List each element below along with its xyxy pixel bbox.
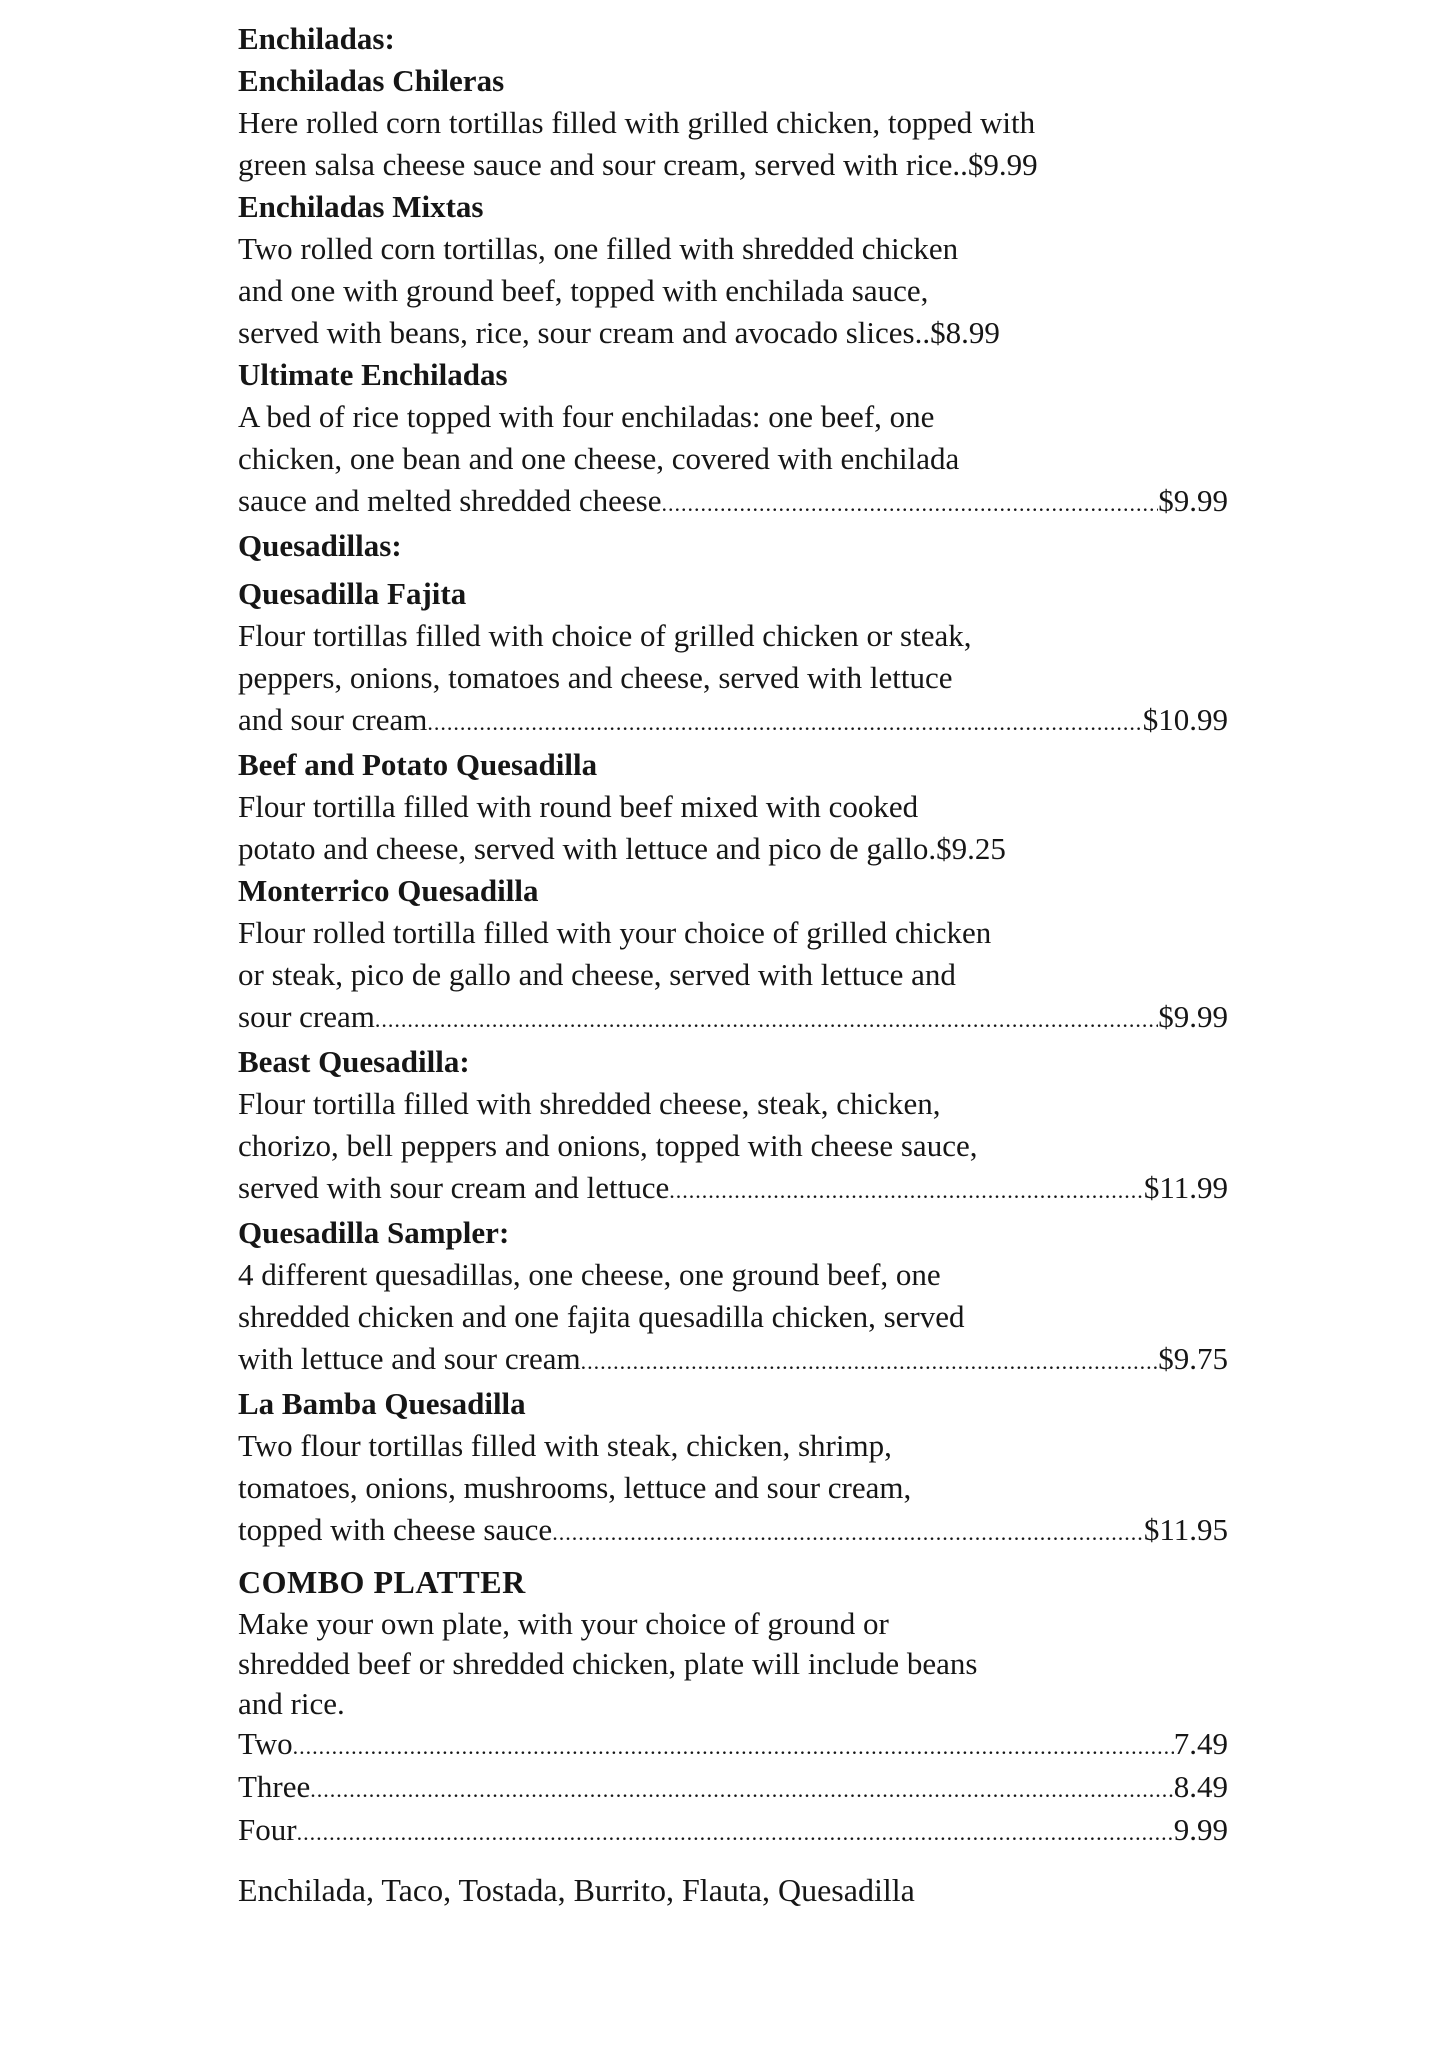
menu-page [238, 18, 1228, 1913]
section-heading-enchiladas: Enchiladas: [238, 21, 395, 56]
price-line [238, 480, 1228, 525]
price-line [238, 1509, 1228, 1554]
item-price: $10.99 [1142, 702, 1228, 737]
description-line: potato and cheese, served with lettuce and pico de gallo. [238, 831, 937, 866]
dot-leader: .. [952, 147, 968, 182]
section-heading-quesadillas: Quesadillas: [238, 528, 402, 563]
combo-description [238, 1604, 1228, 1724]
combo-option-price: 9.99 [1173, 1812, 1228, 1847]
item-name: La Bamba Quesadilla [238, 1386, 526, 1421]
item-name: Beast Quesadilla: [238, 1044, 470, 1079]
description-line: sauce and melted shredded cheese [238, 483, 662, 518]
item-price: $11.95 [1143, 1512, 1228, 1547]
item-price: $9.75 [1158, 1341, 1228, 1376]
description-line: Two flour tortillas filled with steak, chicken, shrimp, [238, 1428, 892, 1463]
combo-choices: Enchilada, Taco, Tostada, Burrito, Flauta, Quesadilla [238, 1872, 915, 1908]
price-line [238, 828, 1228, 870]
item-price: $9.99 [1158, 483, 1228, 518]
description-line: and rice. [238, 1686, 345, 1721]
dot-leader [310, 1770, 1173, 1810]
description-line: chicken, one bean and one cheese, covered with enchilada [238, 441, 960, 476]
item-description [238, 786, 1228, 870]
menu-item-enchiladas-chileras [238, 60, 1228, 186]
combo-option-three [238, 1767, 1228, 1810]
description-line: Flour tortilla filled with round beef mixed with cooked [238, 789, 919, 824]
item-description [238, 1254, 1228, 1383]
menu-item-enchiladas-mixtas [238, 186, 1228, 354]
item-description [238, 1083, 1228, 1212]
menu-item-la-bamba-quesadilla [238, 1383, 1228, 1554]
dot-leader [375, 999, 1158, 1041]
dot-leader [552, 1512, 1144, 1554]
dot-leader [427, 702, 1142, 744]
menu-item-beast-quesadilla [238, 1041, 1228, 1212]
description-line: Flour tortillas filled with choice of grilled chicken or steak, [238, 618, 972, 653]
item-name: Beef and Potato Quesadilla [238, 747, 598, 782]
item-description [238, 615, 1228, 744]
item-description [238, 1425, 1228, 1554]
dot-leader [581, 1341, 1159, 1383]
dot-leader: .. [914, 315, 931, 350]
description-line: shredded beef or shredded chicken, plate will include beans [238, 1646, 978, 1681]
description-line: Here rolled corn tortillas filled with grilled chicken, topped with [238, 105, 1036, 140]
menu-item-quesadilla-fajita [238, 573, 1228, 744]
description-line: and one with ground beef, topped with enchilada sauce, [238, 273, 929, 308]
description-line: served with beans, rice, sour cream and avocado slices [238, 315, 915, 350]
item-description [238, 912, 1228, 1041]
combo-option-four [238, 1810, 1228, 1853]
item-name: Quesadilla Fajita [238, 576, 467, 611]
menu-item-monterrico-quesadilla [238, 870, 1228, 1041]
description-line: tomatoes, onions, mushrooms, lettuce and sour cream, [238, 1470, 912, 1505]
menu-item-ultimate-enchiladas [238, 354, 1228, 525]
description-line: Make your own plate, with your choice of ground or [238, 1606, 889, 1641]
description-line: chorizo, bell peppers and onions, topped with cheese sauce, [238, 1128, 978, 1163]
description-line: green salsa cheese sauce and sour cream, served with rice [238, 147, 953, 182]
description-line: and sour cream [238, 702, 428, 737]
combo-option-price: 7.49 [1173, 1726, 1228, 1761]
dot-leader [293, 1727, 1174, 1767]
description-line: Flour tortilla filled with shredded cheese, steak, chicken, [238, 1086, 941, 1121]
item-price: $11.99 [1143, 1170, 1228, 1205]
price-line [238, 312, 1228, 354]
description-line: Flour rolled tortilla filled with your choice of grilled chicken [238, 915, 992, 950]
item-name: Ultimate Enchiladas [238, 357, 508, 392]
price-line [238, 699, 1228, 744]
description-line: shredded chicken and one fajita quesadilla chicken, served [238, 1299, 965, 1334]
item-description [238, 396, 1228, 525]
item-price: $8.99 [930, 315, 1000, 350]
menu-item-quesadilla-sampler [238, 1212, 1228, 1383]
item-name: Enchiladas Chileras [238, 63, 505, 98]
price-line [238, 996, 1228, 1041]
item-name: Quesadilla Sampler: [238, 1215, 510, 1250]
combo-option-label: Three [238, 1769, 311, 1804]
section-heading-combo-platter: COMBO PLATTER [238, 1564, 526, 1600]
description-line: sour cream [238, 999, 375, 1034]
combo-option-two [238, 1724, 1228, 1767]
price-line [238, 1338, 1228, 1383]
combo-option-price: 8.49 [1173, 1769, 1228, 1804]
dot-leader [661, 483, 1158, 525]
item-description [238, 228, 1228, 354]
description-line: with lettuce and sour cream [238, 1341, 581, 1376]
item-price: $9.99 [1158, 999, 1228, 1034]
description-line: topped with cheese sauce [238, 1512, 553, 1547]
item-name: Monterrico Quesadilla [238, 873, 539, 908]
dot-leader [297, 1813, 1174, 1853]
description-line: A bed of rice topped with four enchiladas: one beef, one [238, 399, 935, 434]
item-description [238, 102, 1228, 186]
item-price: $9.25 [936, 831, 1006, 866]
description-line: or steak, pico de gallo and cheese, served with lettuce and [238, 957, 956, 992]
price-line [238, 144, 1228, 186]
item-name: Enchiladas Mixtas [238, 189, 484, 224]
description-line: peppers, onions, tomatoes and cheese, served with lettuce [238, 660, 953, 695]
description-line: served with sour cream and lettuce [238, 1170, 670, 1205]
description-line: 4 different quesadillas, one cheese, one ground beef, one [238, 1257, 941, 1292]
dot-leader [669, 1170, 1144, 1212]
item-price: $9.99 [967, 147, 1038, 182]
menu-item-beef-potato-quesadilla [238, 744, 1228, 870]
price-line [238, 1167, 1228, 1212]
combo-option-label: Two [238, 1726, 293, 1761]
description-line: Two rolled corn tortillas, one filled with shredded chicken [238, 231, 959, 266]
combo-option-label: Four [238, 1812, 297, 1847]
